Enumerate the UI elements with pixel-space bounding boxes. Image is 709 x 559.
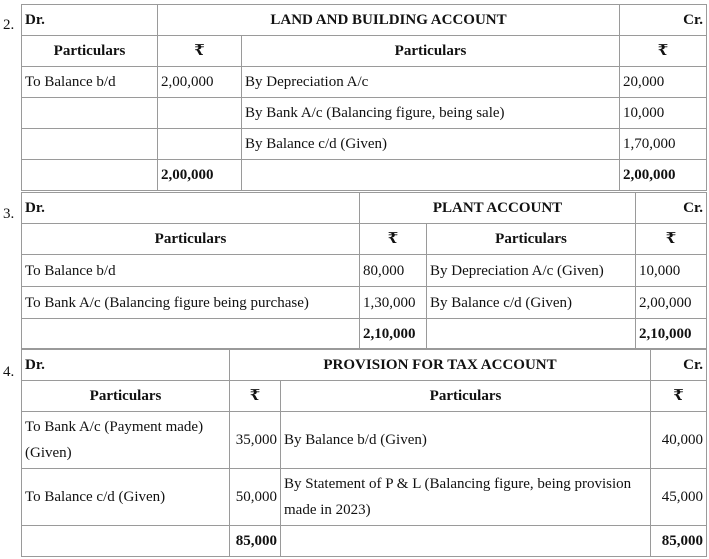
dr-amount bbox=[158, 98, 242, 129]
total-row bbox=[22, 160, 707, 191]
cr-amount: 2,00,000 bbox=[636, 287, 707, 319]
empty-cell bbox=[22, 160, 158, 191]
cr-amount: 10,000 bbox=[620, 98, 707, 129]
dr-amount: 2,00,000 bbox=[158, 67, 242, 98]
col-particulars-dr: Particulars bbox=[22, 381, 230, 412]
question-number: 4. bbox=[3, 364, 15, 380]
col-rupee-dr: ₹ bbox=[230, 381, 281, 412]
total-row bbox=[22, 319, 707, 350]
cr-particular: By Statement of P & L (Balancing figure, being provision made in 2023) bbox=[281, 469, 651, 526]
empty-cell bbox=[22, 526, 230, 557]
cr-amount: 45,000 bbox=[651, 469, 707, 526]
col-particulars-dr: Particulars bbox=[22, 224, 360, 255]
col-rupee-cr: ₹ bbox=[651, 381, 707, 412]
col-rupee-dr: ₹ bbox=[158, 36, 242, 67]
table-row bbox=[22, 67, 707, 98]
col-rupee-cr: ₹ bbox=[620, 36, 707, 67]
account-title: LAND AND BUILDING ACCOUNT bbox=[158, 5, 620, 36]
land-building-account-table bbox=[21, 4, 707, 191]
dr-label: Dr. bbox=[22, 193, 360, 224]
table-row bbox=[22, 255, 707, 287]
empty-cell bbox=[281, 526, 651, 557]
dr-particular: To Balance b/d bbox=[22, 255, 360, 287]
total-cr: 2,10,000 bbox=[636, 319, 707, 350]
col-rupee-cr: ₹ bbox=[636, 224, 707, 255]
dr-amount: 50,000 bbox=[230, 469, 281, 526]
cr-amount: 1,70,000 bbox=[620, 129, 707, 160]
dr-amount: 35,000 bbox=[230, 412, 281, 469]
table-row bbox=[22, 129, 707, 160]
col-particulars-cr: Particulars bbox=[281, 381, 651, 412]
dr-particular: To Bank A/c (Balancing figure being purchase) bbox=[22, 287, 360, 319]
col-particulars-dr: Particulars bbox=[22, 36, 158, 67]
cr-label: Cr. bbox=[636, 193, 707, 224]
cr-label: Cr. bbox=[620, 5, 707, 36]
dr-label: Dr. bbox=[22, 5, 158, 36]
cr-particular: By Balance c/d (Given) bbox=[242, 129, 620, 160]
dr-particular bbox=[22, 129, 158, 160]
table-row bbox=[22, 287, 707, 319]
table-row bbox=[22, 469, 707, 526]
table-row bbox=[22, 412, 707, 469]
question-number: 2. bbox=[3, 17, 15, 33]
account-title: PROVISION FOR TAX ACCOUNT bbox=[230, 349, 651, 381]
dr-particular: To Bank A/c (Payment made) (Given) bbox=[22, 412, 230, 469]
col-rupee-dr: ₹ bbox=[360, 224, 427, 255]
cr-particular: By Depreciation A/c (Given) bbox=[427, 255, 636, 287]
account-title: PLANT ACCOUNT bbox=[360, 193, 636, 224]
total-dr: 85,000 bbox=[230, 526, 281, 557]
cr-amount: 10,000 bbox=[636, 255, 707, 287]
dr-particular: To Balance c/d (Given) bbox=[22, 469, 230, 526]
total-dr: 2,10,000 bbox=[360, 319, 427, 350]
plant-account-table bbox=[21, 192, 707, 350]
empty-cell bbox=[22, 319, 360, 350]
total-cr: 85,000 bbox=[651, 526, 707, 557]
total-dr: 2,00,000 bbox=[158, 160, 242, 191]
cr-particular: By Depreciation A/c bbox=[242, 67, 620, 98]
total-cr: 2,00,000 bbox=[620, 160, 707, 191]
cr-particular: By Balance c/d (Given) bbox=[427, 287, 636, 319]
empty-cell bbox=[242, 160, 620, 191]
cr-particular: By Balance b/d (Given) bbox=[281, 412, 651, 469]
total-row bbox=[22, 526, 707, 557]
dr-particular: To Balance b/d bbox=[22, 67, 158, 98]
dr-label: Dr. bbox=[22, 349, 230, 381]
dr-particular bbox=[22, 98, 158, 129]
dr-amount: 1,30,000 bbox=[360, 287, 427, 319]
dr-amount: 80,000 bbox=[360, 255, 427, 287]
empty-cell bbox=[427, 319, 636, 350]
dr-amount bbox=[158, 129, 242, 160]
cr-amount: 20,000 bbox=[620, 67, 707, 98]
table-row bbox=[22, 98, 707, 129]
cr-particular: By Bank A/c (Balancing figure, being sale) bbox=[242, 98, 620, 129]
question-number: 3. bbox=[3, 206, 15, 222]
col-particulars-cr: Particulars bbox=[427, 224, 636, 255]
cr-amount: 40,000 bbox=[651, 412, 707, 469]
provision-for-tax-account-table bbox=[21, 348, 707, 557]
col-particulars-cr: Particulars bbox=[242, 36, 620, 67]
cr-label: Cr. bbox=[651, 349, 707, 381]
